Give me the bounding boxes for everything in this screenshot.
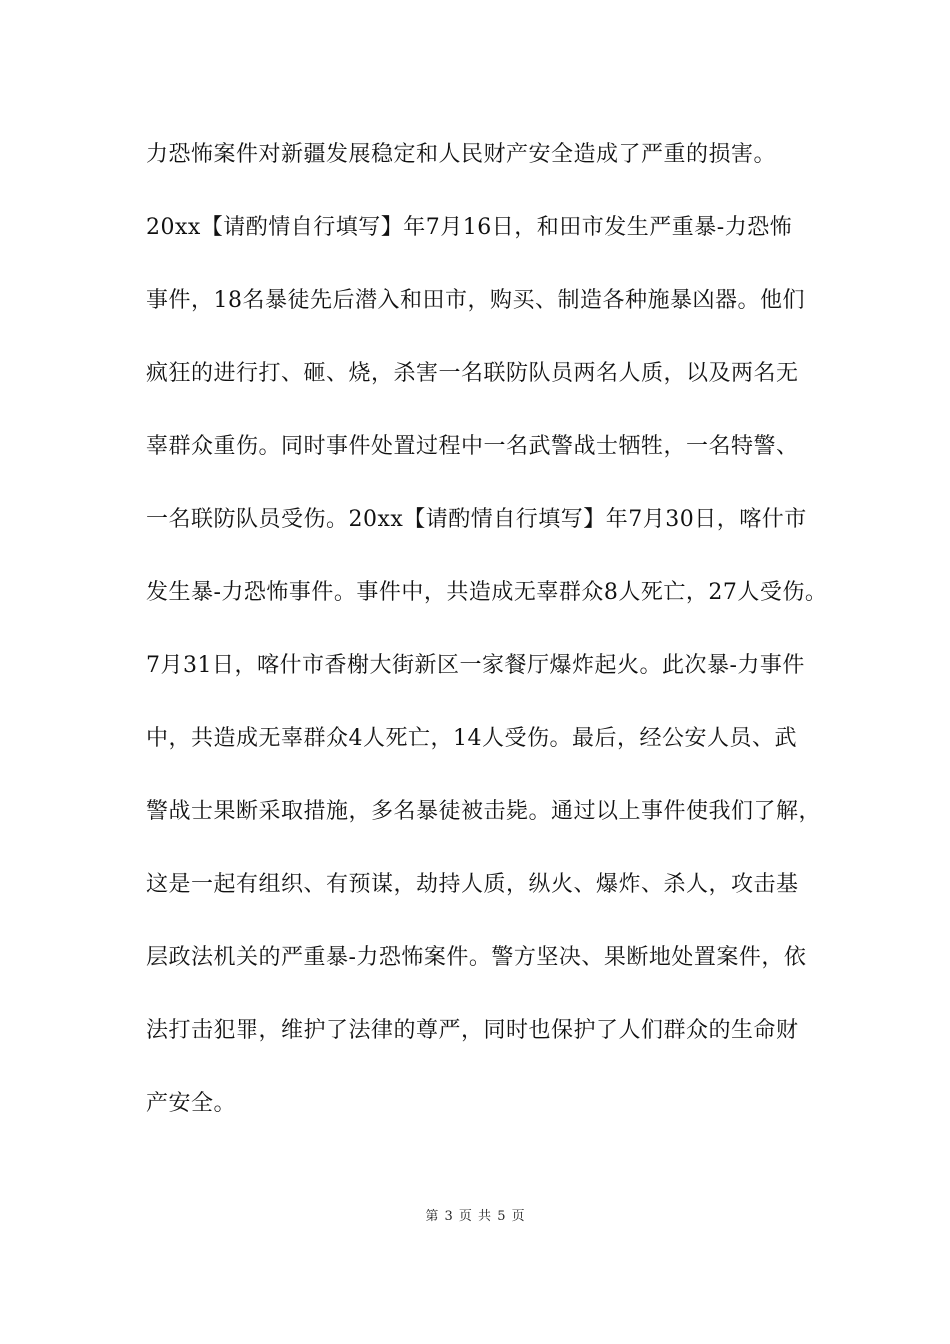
page-number-footer: 第 3 页 共 5 页 xyxy=(425,1209,525,1224)
text-line: 这是一起有组织、有预谋，劫持人质，纵火、爆炸、杀人，攻击基 xyxy=(146,872,799,897)
text-line: 一名联防队员受伤。20xx【请酌情自行填写】年7月30日，喀什市 xyxy=(146,507,807,532)
text-line: 中，共造成无辜群众4人死亡，14人受伤。最后，经公安人员、武 xyxy=(146,726,797,751)
text-line: 发生暴-力恐怖事件。事件中，共造成无辜群众8人死亡，27人受伤。 xyxy=(146,580,828,605)
text-line: 力恐怖案件对新疆发展稳定和人民财产安全造成了严重的损害。 xyxy=(146,142,777,167)
text-line: 层政法机关的严重暴-力恐怖案件。警方坚决、果断地处置案件，依 xyxy=(146,945,807,970)
text-line: 7月31日，喀什市香榭大街新区一家餐厅爆炸起火。此次暴-力事件 xyxy=(146,653,805,678)
text-line: 警战士果断采取措施，多名暴徒被击毙。通过以上事件使我们了解， xyxy=(146,799,822,824)
text-line: 疯狂的进行打、砸、烧，杀害一名联防队员两名人质，以及两名无 xyxy=(146,361,799,386)
text-line: 事件，18名暴徒先后潜入和田市，购买、制造各种施暴凶器。他们 xyxy=(146,288,805,313)
text-line: 产安全。 xyxy=(146,1091,237,1116)
text-line: 辜群众重伤。同时事件处置过程中一名武警战士牺牲，一名特警、 xyxy=(146,434,799,459)
text-line: 20xx【请酌情自行填写】年7月16日，和田市发生严重暴-力恐怖 xyxy=(146,215,793,240)
text-line: 法打击犯罪，维护了法律的尊严，同时也保护了人们群众的生命财 xyxy=(146,1018,799,1043)
